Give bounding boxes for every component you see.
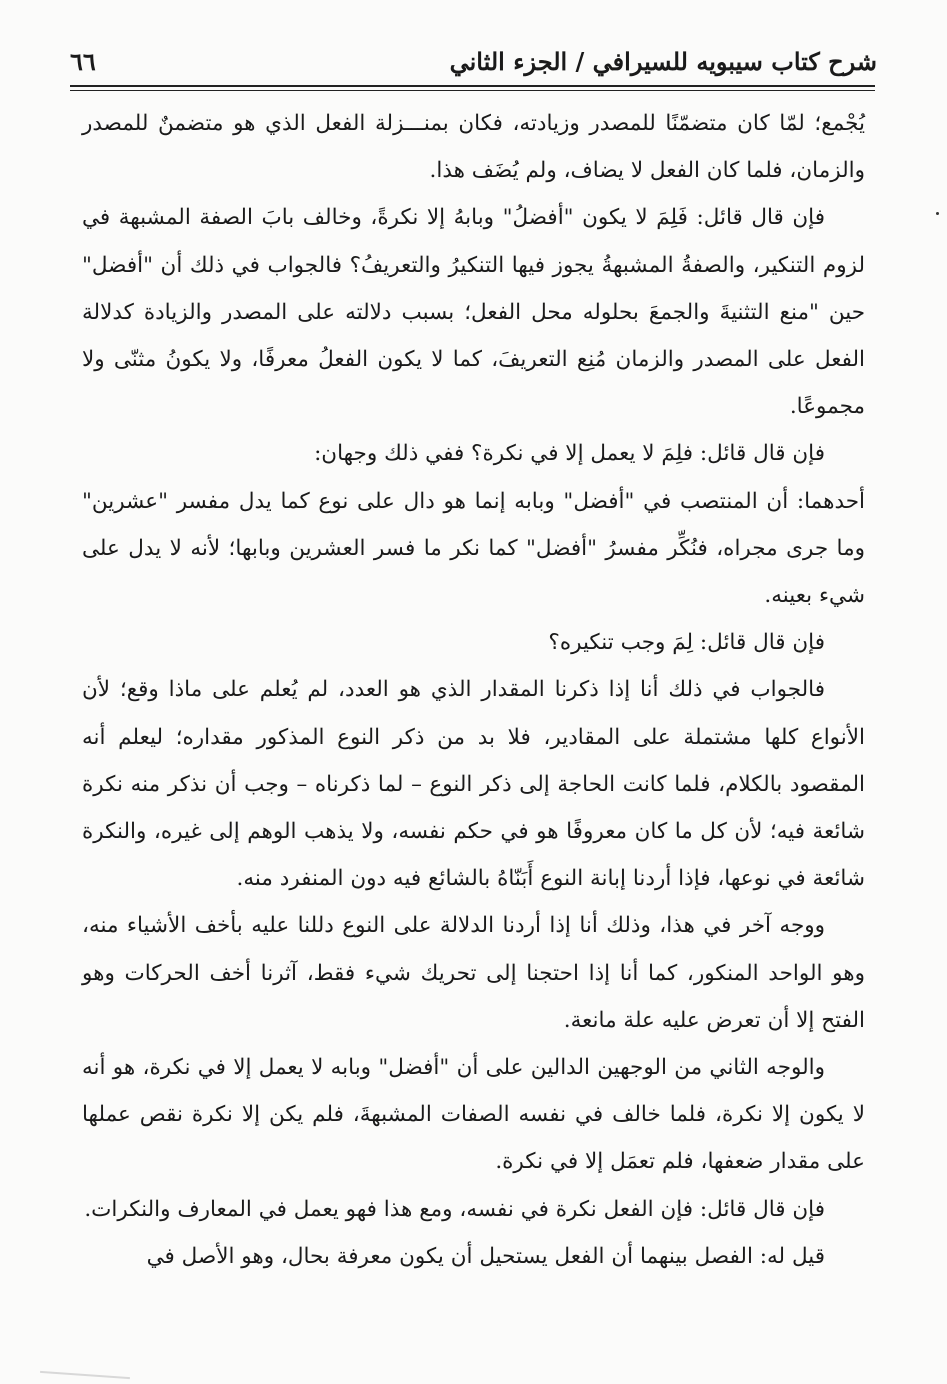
paragraph: والوجه الثاني من الوجهين الدالين على أن "أفضل" وبابه لا يعمل إلا في نكرة، هو أنه لا يكون إلا نكرة، فلما خالف في نفسه الصفات المشبهةَ، فلم يكن إلا نكرة نقص عملها على مقدار ضعفها، فلم تعمَل إلا في نكرة. [82,1055,865,1175]
paragraph: فإن قال قائل: فَلِمَ لا يكون "أفضلُ" وبابهُ إلا نكرةً، وخالف بابَ الصفة المشبهة في لزوم التنكير، والصفةُ المشبهةُ يجوز فيها التنكيرُ والتعريفُ؟ فالجواب في ذلك أن "أفضل" حين "منع التثنيةَ والجمعَ بحلوله محل الفعل؛ بسبب دلالته على المصدر والزيادة كدلالة الفعل على المصدر والزمان مُنِع التعريفَ، كما لا يكون الفعلُ معرفًا، ولا يكونُ مثنّى ولا مجموعًا. [82,205,865,420]
paragraph: فإن قال قائل: فإن الفعل نكرة في نفسه، ومع هذا فهو يعمل في المعارف والنكرات. [84,1196,825,1222]
scan-artifact [40,1371,130,1379]
paragraph: يُجْمع؛ لمّا كان متضمّنًا للمصدر وزيادته، فكان بمنـــزلة الفعل الذي هو متضمنٌ للمصدر والزمان، فلما كان الفعل لا يضاف، ولم يُضَف هذا. [82,111,865,184]
header-rule-thin [70,90,875,91]
page-body [82,100,865,1280]
paragraph: ووجه آخر في هذا، وذلك أنا إذا أردنا الدلالة على النوع دللنا عليه بأخف الأشياء منه، وهو الواحد المنكور، كما أنا إذا احتجنا إلى تحريك شيء فقط، آثرنا أخف الحركات وهو الفتح إلا أن تعرض عليه علة مانعة. [82,913,865,1033]
paragraph: أحدهما: أن المنتصب في "أفضل" وبابه إنما هو دال على نوع كما يدل مفسر "عشرين" وما جرى مجراه، فنُكِّر مفسرُ "أفضل" كما نكر ما فسر العشرين وبابها؛ لأنه لا يدل على شيء بعينه. [82,488,865,609]
paragraph: قيل له: الفصل بينهما أن الفعل يستحيل أن يكون معرفة بحال، وهو الأصل في [146,1243,825,1269]
paragraph: فإن قال قائل: فلِمَ لا يعمل إلا في نكرة؟ ففي ذلك وجهان: [314,441,825,467]
paragraph: فالجواب في ذلك أنا إذا ذكرنا المقدار الذي هو العدد، لم يُعلم على ماذا وقع؛ لأن الأنواع كلها مشتملة على المقادير، فلا بد من ذكر النوع المذكور مقداره؛ ليعلم أنه المقصود بالكلام، فلما كانت الحاجة إلى ذكر النوع – لما ذكرناه – وجب أن نذكر منه نكرة شائعة فيه؛ لأن كل ما كان معروفًا هو في حكم نفسه، ولا يذهب الوهم إلى غيره، والنكرة شائعة في نوعها، فإذا أردنا إبانة النوع أَبَنّاهُ بالشائع فيه دون المنفرد منه. [82,677,865,892]
book-title: شرح كتاب سيبويه للسيرافي / الجزء الثاني [449,47,877,76]
margin-speck [936,212,939,215]
paragraph: فإن قال قائل: لِمَ وجب تنكيره؟ [548,630,825,656]
running-header [70,34,877,84]
header-rule-thick [70,85,875,87]
page-number: ٦٦ [70,47,96,76]
